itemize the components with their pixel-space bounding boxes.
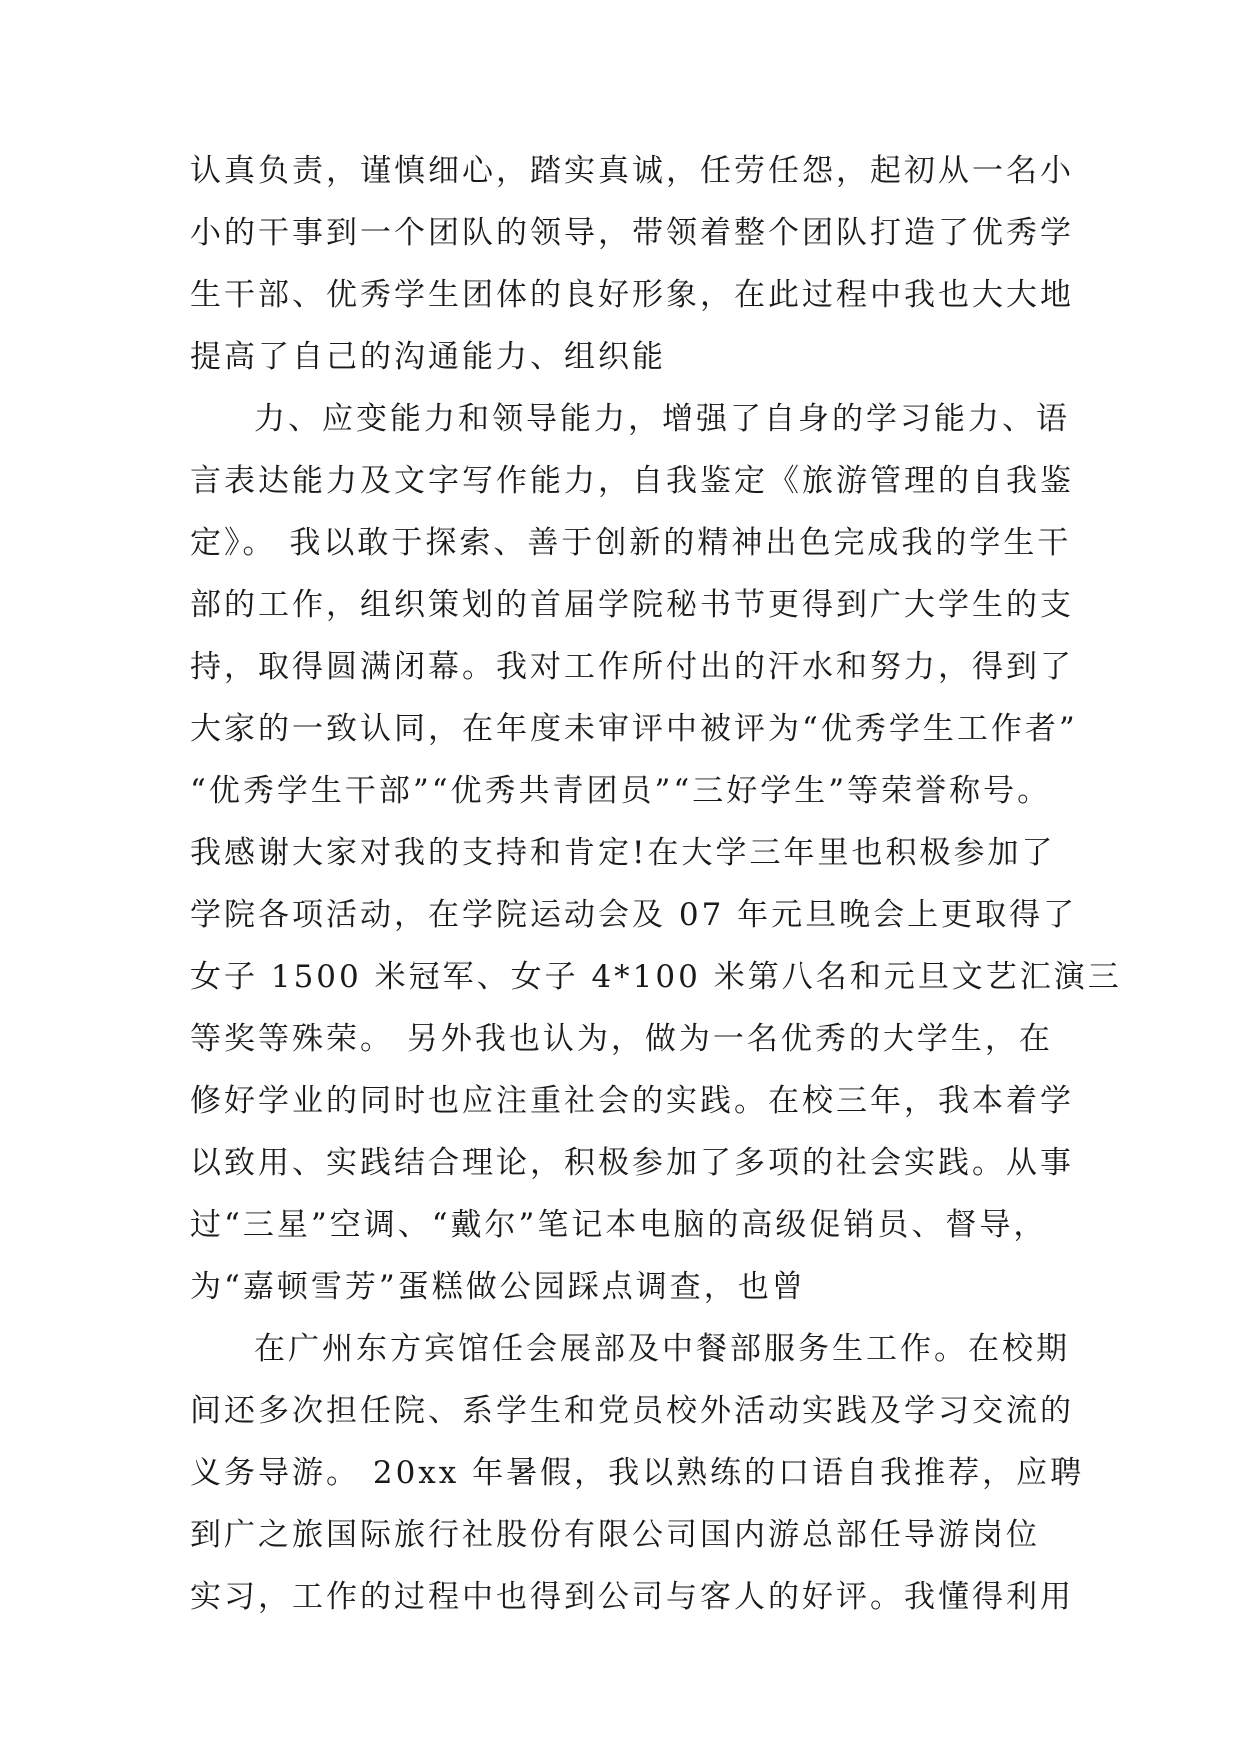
text-line: 过“三星”空调、“戴尔”笔记本电脑的高级促销员、督导，	[190, 1207, 1048, 1243]
text-line: 学院各项活动，在学院运动会及 07 年元旦晚会上更取得了	[190, 897, 1078, 933]
text-line: 我感谢大家对我的支持和肯定!在大学三年里也积极参加了	[190, 835, 1056, 871]
text-line: 部的工作，组织策划的首届学院秘书节更得到广大学生的支	[190, 587, 1074, 623]
text-line-indented: 力、应变能力和领导能力，增强了自身的学习能力、语	[254, 401, 1070, 437]
text-line: 大家的一致认同，在年度未审评中被评为“优秀学生工作者”	[190, 711, 1078, 747]
text-line: 到广之旅国际旅行社股份有限公司国内游总部任导游岗位	[190, 1517, 1040, 1553]
paragraph-3	[190, 1318, 1085, 1628]
text-line: 提高了自己的沟通能力、组织能	[190, 339, 666, 375]
text-line: 生干部、优秀学生团体的良好形象，在此过程中我也大大地	[190, 277, 1074, 313]
text-line: 定》。 我以敢于探索、善于创新的精神出色完成我的学生干	[190, 525, 1072, 561]
text-line: 以致用、实践结合理论，积极参加了多项的社会实践。从事	[190, 1145, 1074, 1181]
document-body	[190, 140, 1122, 1628]
text-line: 间还多次担任院、系学生和党员校外活动实践及学习交流的	[190, 1393, 1074, 1429]
text-line: “优秀学生干部”“优秀共青团员”“三好学生”等荣誉称号。	[190, 773, 1052, 809]
text-line: 为“嘉顿雪芳”蛋糕做公园踩点调查，也曾	[190, 1269, 806, 1305]
paragraph-2	[190, 388, 1122, 1318]
text-line: 义务导游。 20xx 年暑假，我以熟练的口语自我推荐，应聘	[190, 1455, 1085, 1491]
text-line: 修好学业的同时也应注重社会的实践。在校三年，我本着学	[190, 1083, 1074, 1119]
text-line: 实习，工作的过程中也得到公司与客人的好评。我懂得利用	[190, 1579, 1074, 1615]
text-line: 女子 1500 米冠军、女子 4*100 米第八名和元旦文艺汇演三	[190, 959, 1122, 995]
text-line-indented: 在广州东方宾馆任会展部及中餐部服务生工作。在校期	[254, 1331, 1070, 1367]
text-line: 小的干事到一个团队的领导，带领着整个团队打造了优秀学	[190, 215, 1074, 251]
paragraph-1	[190, 140, 1074, 388]
text-line: 认真负责，谨慎细心，踏实真诚，任劳任怨，起初从一名小	[190, 153, 1074, 189]
text-line: 持，取得圆满闭幕。我对工作所付出的汗水和努力，得到了	[190, 649, 1074, 685]
text-line: 等奖等殊荣。 另外我也认为，做为一名优秀的大学生，在	[190, 1021, 1053, 1057]
text-line: 言表达能力及文字写作能力，自我鉴定《旅游管理的自我鉴	[190, 463, 1074, 499]
